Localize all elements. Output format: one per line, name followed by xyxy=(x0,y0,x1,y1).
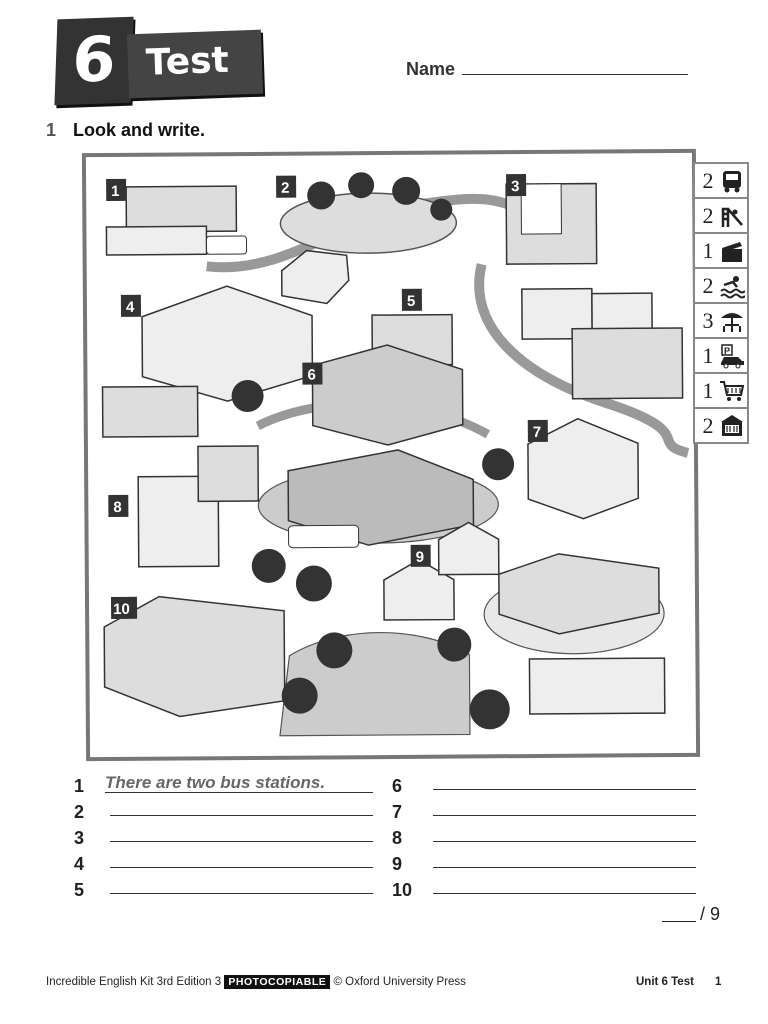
unit-label: Unit 6 Test xyxy=(636,976,694,988)
cafe-umbrella-icon xyxy=(719,308,745,334)
picture-label-5 xyxy=(402,289,422,311)
car-park-icon xyxy=(719,343,745,369)
footer-credit xyxy=(46,976,466,988)
answer-line-1[interactable] xyxy=(105,792,373,793)
svg-text:P: P xyxy=(724,345,731,356)
key-row-library xyxy=(693,407,749,444)
name-label: Name xyxy=(406,59,456,79)
unit-number: 6 xyxy=(71,22,117,97)
answer-line-8[interactable] xyxy=(433,841,696,842)
town-illustration xyxy=(86,153,696,757)
key-row-swimming xyxy=(693,267,749,302)
key-row-cinema xyxy=(693,232,749,267)
answer-number: 1 xyxy=(74,776,85,796)
answer-line-2[interactable] xyxy=(110,815,373,816)
bus-icon xyxy=(719,168,745,194)
picture-label-7 xyxy=(528,420,548,442)
key-row-car-park xyxy=(693,337,749,372)
key-row-bus xyxy=(693,162,749,197)
unit-number-badge xyxy=(54,17,133,106)
key-count: 1 xyxy=(702,342,714,368)
svg-text:3: 3 xyxy=(511,178,520,196)
svg-text:10: 10 xyxy=(113,600,130,618)
answer-line-6[interactable] xyxy=(433,789,696,790)
picture-label-4 xyxy=(121,295,141,317)
key-count: 2 xyxy=(702,167,714,193)
answer-line-4[interactable] xyxy=(110,867,373,868)
svg-text:5: 5 xyxy=(406,292,416,310)
answer-number: 6 xyxy=(392,776,403,796)
answer-number: 2 xyxy=(74,802,85,822)
photocopiable-badge: PHOTOCOPIABLE xyxy=(224,975,330,989)
key-row-playground xyxy=(693,197,749,232)
question-instruction: Look and write. xyxy=(73,120,206,140)
answer-number: 10 xyxy=(392,880,413,900)
svg-text:4: 4 xyxy=(125,298,135,316)
copyright: © Oxford University Press xyxy=(333,976,466,988)
publication-title: Incredible English Kit 3rd Edition 3 xyxy=(46,976,222,988)
building-count-key xyxy=(693,162,749,444)
answer-number: 3 xyxy=(74,828,85,848)
key-row-supermarket xyxy=(693,372,749,407)
question-number: 1 xyxy=(46,120,57,140)
picture-label-9 xyxy=(411,545,431,567)
answer-line-9[interactable] xyxy=(433,867,696,868)
key-count: 2 xyxy=(702,272,714,298)
svg-text:8: 8 xyxy=(113,498,122,516)
answer-number: 4 xyxy=(74,854,85,874)
picture-label-10 xyxy=(111,597,137,619)
supermarket-trolley-icon xyxy=(719,378,745,404)
answer-line-10[interactable] xyxy=(433,893,696,894)
key-count: 1 xyxy=(702,237,714,263)
page-number: 1 xyxy=(715,976,722,988)
score-total: / 9 xyxy=(700,904,721,924)
svg-text:1: 1 xyxy=(111,182,120,200)
playground-slide-icon xyxy=(719,203,745,229)
key-count: 3 xyxy=(702,307,714,333)
svg-text:2: 2 xyxy=(281,179,290,197)
answer-line-7[interactable] xyxy=(433,815,696,816)
swimming-pool-icon xyxy=(719,273,745,299)
answer-line-3[interactable] xyxy=(110,841,373,842)
picture-label-8 xyxy=(108,495,128,517)
picture-label-3 xyxy=(506,174,526,196)
picture-label-1 xyxy=(106,179,126,201)
example-answer: There are two bus stations. xyxy=(105,773,326,792)
key-count: 1 xyxy=(702,377,714,403)
svg-text:7: 7 xyxy=(532,423,542,442)
picture-label-6 xyxy=(302,362,322,384)
test-title: Test xyxy=(145,39,230,84)
key-count: 2 xyxy=(702,412,714,438)
town-picture xyxy=(82,149,700,761)
score-field[interactable] xyxy=(662,921,696,922)
picture-label-2 xyxy=(276,176,296,198)
answer-number: 8 xyxy=(392,828,403,848)
test-title-badge xyxy=(127,30,263,99)
cinema-clapperboard-icon xyxy=(719,238,745,264)
name-field[interactable] xyxy=(462,74,688,75)
key-count: 2 xyxy=(702,202,714,228)
answer-number: 9 xyxy=(392,854,403,874)
answer-number: 5 xyxy=(74,880,85,900)
library-icon xyxy=(719,413,745,439)
answer-number: 7 xyxy=(392,802,403,822)
answer-line-5[interactable] xyxy=(110,893,373,894)
svg-text:6: 6 xyxy=(307,366,316,384)
svg-text:9: 9 xyxy=(415,548,425,566)
key-row-cafe xyxy=(693,302,749,337)
